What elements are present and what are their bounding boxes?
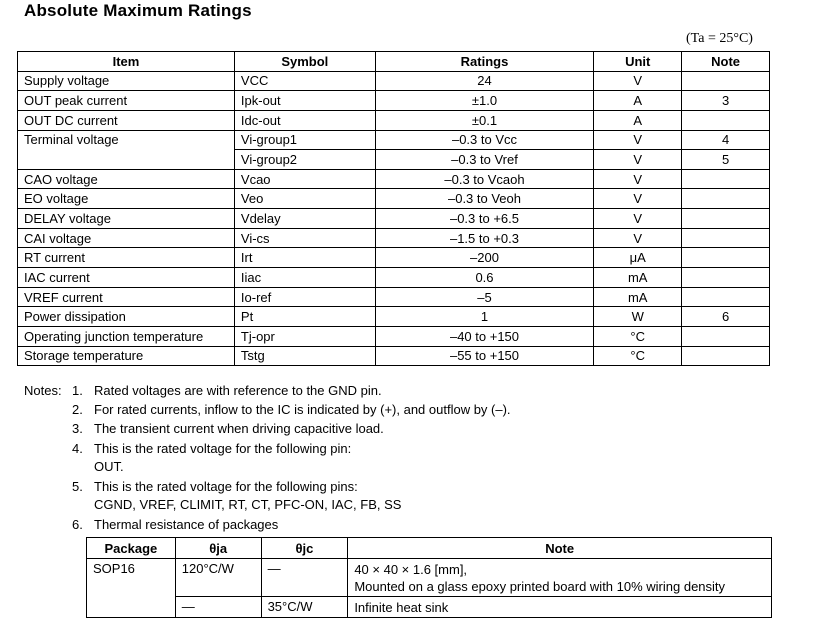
cell-note: 3 xyxy=(682,91,770,111)
package-header-row xyxy=(87,538,772,559)
cell-item: EO voltage xyxy=(18,189,235,209)
col-header-note: Note xyxy=(682,52,770,72)
cell-symbol: Tj-opr xyxy=(234,326,375,346)
cell-note xyxy=(682,326,770,346)
table-row xyxy=(18,346,770,366)
note-text: This is the rated voltage for the following pins: xyxy=(94,479,358,494)
ambient-condition: (Ta = 25°C) xyxy=(686,31,753,46)
cell-unit: mA xyxy=(594,268,682,288)
cell-unit: V xyxy=(594,228,682,248)
col-header-pkg-note: Note xyxy=(348,538,772,559)
cell-item: Storage temperature xyxy=(18,346,235,366)
note-number: 5. xyxy=(72,479,83,494)
cell-rating: –40 to +150 xyxy=(375,326,594,346)
cell-item: DELAY voltage xyxy=(18,209,235,229)
col-header-ratings: Ratings xyxy=(375,52,594,72)
col-header-item: Item xyxy=(18,52,235,72)
col-header-theta-ja: θja xyxy=(175,538,261,559)
page-title: Absolute Maximum Ratings xyxy=(24,1,252,20)
cell-pkg-note xyxy=(348,597,772,618)
cell-note: 4 xyxy=(682,130,770,150)
note-number: 4. xyxy=(72,441,83,456)
note-text: OUT. xyxy=(94,459,124,474)
ratings-body xyxy=(18,71,770,366)
cell-symbol: Idc-out xyxy=(234,110,375,130)
cell-pkg-note xyxy=(348,559,772,597)
cell-note xyxy=(682,189,770,209)
cell-rating: ±0.1 xyxy=(375,110,594,130)
cell-rating: –0.3 to Vcaoh xyxy=(375,169,594,189)
pkg-note-line: Infinite heat sink xyxy=(354,600,449,615)
table-row xyxy=(18,228,770,248)
package-thermal-table xyxy=(86,537,772,618)
cell-item: CAI voltage xyxy=(18,228,235,248)
cell-symbol: Io-ref xyxy=(234,287,375,307)
cell-unit: A xyxy=(594,110,682,130)
note-number: 3. xyxy=(72,421,83,436)
cell-note xyxy=(682,71,770,91)
cell-rating: –200 xyxy=(375,248,594,268)
cell-unit: V xyxy=(594,189,682,209)
note-text: CGND, VREF, CLIMIT, RT, CT, PFC-ON, IAC, FB, SS xyxy=(94,497,402,512)
cell-symbol: Vdelay xyxy=(234,209,375,229)
cell-note xyxy=(682,287,770,307)
col-header-package: Package xyxy=(87,538,176,559)
table-row xyxy=(18,130,770,150)
cell-item: VREF current xyxy=(18,287,235,307)
cell-theta-ja: 120°C/W xyxy=(175,559,261,597)
cell-symbol: Vcao xyxy=(234,169,375,189)
ratings-table xyxy=(17,51,770,366)
cell-unit: W xyxy=(594,307,682,327)
cell-unit: V xyxy=(594,150,682,170)
note-number: 1. xyxy=(72,383,83,398)
table-row xyxy=(18,248,770,268)
cell-item: OUT DC current xyxy=(18,110,235,130)
cell-theta-ja: — xyxy=(175,597,261,618)
note-number: 2. xyxy=(72,402,83,417)
cell-rating: –5 xyxy=(375,287,594,307)
cell-symbol: Pt xyxy=(234,307,375,327)
cell-package xyxy=(87,597,176,618)
cell-note xyxy=(682,248,770,268)
cell-item: Terminal voltage xyxy=(18,130,235,150)
cell-symbol: Ipk-out xyxy=(234,91,375,111)
note-text: This is the rated voltage for the following pin: xyxy=(94,441,352,456)
pkg-note-line: 40 × 40 × 1.6 [mm], xyxy=(354,562,468,577)
cell-item: Supply voltage xyxy=(18,71,235,91)
cell-rating: –55 to +150 xyxy=(375,346,594,366)
table-row xyxy=(18,307,770,327)
note-text: For rated currents, inflow to the IC is indicated by (+), and outflow by (–). xyxy=(94,402,511,417)
table-row xyxy=(18,268,770,288)
cell-theta-jc: 35°C/W xyxy=(261,597,348,618)
note-number: 6. xyxy=(72,517,83,532)
cell-item: Power dissipation xyxy=(18,307,235,327)
cell-symbol: Iiac xyxy=(234,268,375,288)
cell-rating: 1 xyxy=(375,307,594,327)
cell-unit: μA xyxy=(594,248,682,268)
cell-symbol: Veo xyxy=(234,189,375,209)
col-header-theta-jc: θjc xyxy=(261,538,348,559)
cell-note xyxy=(682,346,770,366)
cell-note xyxy=(682,110,770,130)
table-row xyxy=(18,91,770,111)
cell-unit: °C xyxy=(594,326,682,346)
note-text: The transient current when driving capacitive load. xyxy=(94,421,384,436)
cell-unit: V xyxy=(594,71,682,91)
table-row xyxy=(87,559,772,597)
table-row xyxy=(87,597,772,618)
table-row xyxy=(18,326,770,346)
cell-unit: V xyxy=(594,130,682,150)
cell-symbol: Vi-group2 xyxy=(234,150,375,170)
cell-note: 5 xyxy=(682,150,770,170)
cell-unit: mA xyxy=(594,287,682,307)
cell-rating: –0.3 to Veoh xyxy=(375,189,594,209)
pkg-note-line: Mounted on a glass epoxy printed board with 10% wiring density xyxy=(354,579,726,594)
table-row xyxy=(18,110,770,130)
notes-label: Notes: xyxy=(24,383,62,398)
cell-rating: 24 xyxy=(375,71,594,91)
cell-item: CAO voltage xyxy=(18,169,235,189)
cell-rating: –1.5 to +0.3 xyxy=(375,228,594,248)
table-row xyxy=(18,189,770,209)
cell-rating: –0.3 to Vref xyxy=(375,150,594,170)
cell-unit: V xyxy=(594,169,682,189)
note-text: Rated voltages are with reference to the GND pin. xyxy=(94,383,382,398)
cell-item: Operating junction temperature xyxy=(18,326,235,346)
cell-rating: –0.3 to Vcc xyxy=(375,130,594,150)
col-header-unit: Unit xyxy=(594,52,682,72)
cell-note xyxy=(682,169,770,189)
cell-unit: A xyxy=(594,91,682,111)
cell-note: 6 xyxy=(682,307,770,327)
table-row xyxy=(18,169,770,189)
cell-unit: °C xyxy=(594,346,682,366)
table-row xyxy=(18,71,770,91)
table-row xyxy=(18,287,770,307)
note-text: Thermal resistance of packages xyxy=(94,517,279,532)
table-row xyxy=(18,209,770,229)
cell-unit: V xyxy=(594,209,682,229)
cell-rating: ±1.0 xyxy=(375,91,594,111)
cell-rating: –0.3 to +6.5 xyxy=(375,209,594,229)
cell-item xyxy=(18,150,235,170)
cell-symbol: VCC xyxy=(234,71,375,91)
cell-symbol: Vi-cs xyxy=(234,228,375,248)
cell-note xyxy=(682,268,770,288)
col-header-symbol: Symbol xyxy=(234,52,375,72)
package-body xyxy=(87,559,772,618)
cell-item: RT current xyxy=(18,248,235,268)
cell-package: SOP16 xyxy=(87,559,176,597)
cell-symbol: Irt xyxy=(234,248,375,268)
ratings-header-row xyxy=(18,52,770,72)
cell-symbol: Tstg xyxy=(234,346,375,366)
cell-symbol: Vi-group1 xyxy=(234,130,375,150)
cell-item: IAC current xyxy=(18,268,235,288)
cell-rating: 0.6 xyxy=(375,268,594,288)
cell-theta-jc: — xyxy=(261,559,348,597)
cell-note xyxy=(682,209,770,229)
cell-note xyxy=(682,228,770,248)
cell-item: OUT peak current xyxy=(18,91,235,111)
table-row xyxy=(18,150,770,170)
